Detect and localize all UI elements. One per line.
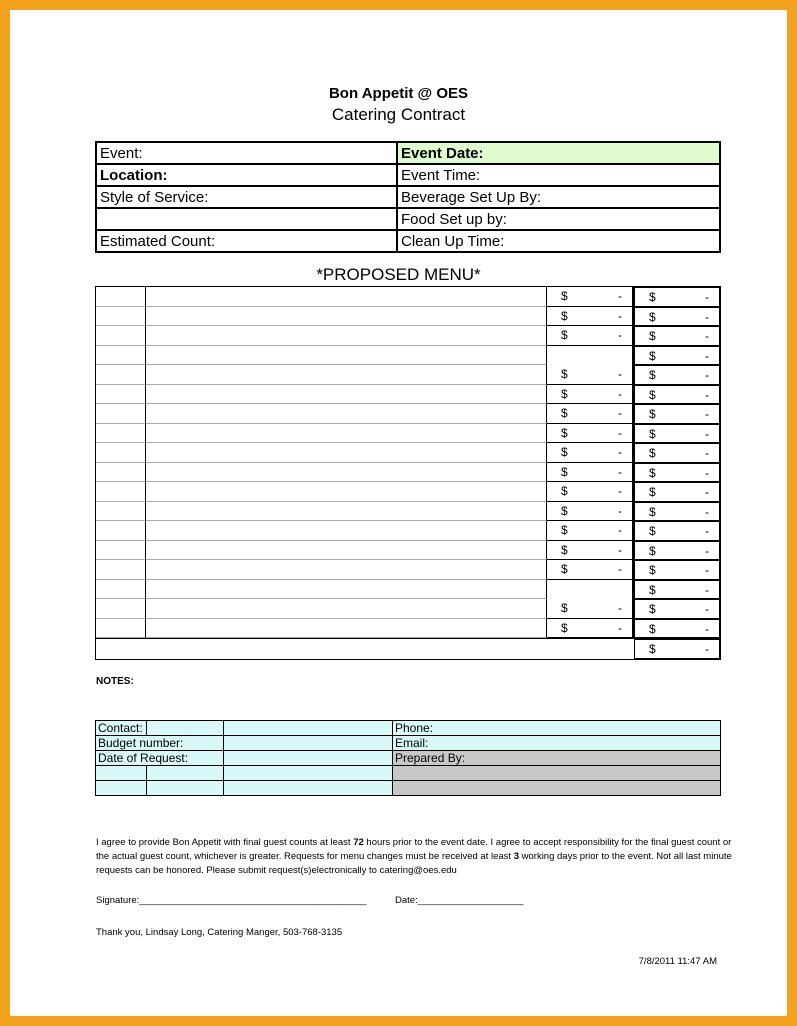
signature-line[interactable]: Signature:___________________________________________	[96, 895, 367, 906]
menu-price-cell[interactable]	[547, 365, 634, 385]
menu-qty-cell[interactable]	[96, 424, 146, 444]
currency-symbol: $	[561, 620, 568, 635]
price-value: -	[618, 464, 622, 479]
menu-total-cell[interactable]	[634, 502, 720, 522]
extra-cell[interactable]	[96, 766, 147, 781]
total-value: -	[705, 290, 709, 304]
currency-symbol: $	[561, 445, 568, 459]
menu-total-cell[interactable]	[634, 580, 720, 600]
style-of-service-field[interactable]: Style of Service:	[96, 186, 397, 208]
menu-item-cell[interactable]	[146, 463, 547, 483]
contact-table	[95, 720, 721, 796]
extra-gray-cell[interactable]	[393, 781, 721, 796]
menu-item-cell[interactable]	[146, 365, 547, 385]
menu-qty-cell[interactable]	[96, 385, 146, 405]
price-value: -	[618, 562, 622, 576]
menu-row	[96, 287, 720, 307]
contract-page	[10, 10, 787, 1016]
notes-label: NOTES:	[96, 676, 134, 687]
menu-item-cell[interactable]	[146, 385, 547, 405]
total-value: -	[705, 387, 709, 402]
menu-qty-cell[interactable]	[96, 580, 146, 600]
email-field[interactable]: Email:	[393, 736, 721, 751]
total-value: -	[705, 642, 709, 656]
menu-qty-cell[interactable]	[96, 463, 146, 483]
currency-symbol: $	[649, 387, 656, 402]
event-field[interactable]: Event:	[96, 142, 397, 164]
menu-total-cell[interactable]	[634, 599, 720, 619]
menu-qty-cell[interactable]	[96, 560, 146, 580]
budget-number-label: Budget number:	[96, 736, 224, 751]
currency-symbol: $	[649, 563, 656, 577]
currency-symbol: $	[561, 328, 568, 342]
menu-price-cell[interactable]	[547, 385, 634, 405]
event-info-table	[95, 141, 721, 253]
menu-item-cell[interactable]	[146, 326, 547, 346]
menu-price-cell[interactable]	[547, 404, 634, 424]
total-value: -	[705, 309, 709, 324]
grand-total-cell[interactable]	[634, 639, 720, 659]
extra-cell[interactable]	[147, 781, 224, 796]
menu-item-cell[interactable]	[146, 521, 547, 541]
price-value: -	[618, 386, 622, 401]
price-value: -	[618, 425, 622, 440]
menu-row	[96, 560, 720, 580]
menu-row	[96, 424, 720, 444]
menu-row	[96, 482, 720, 502]
currency-symbol: $	[561, 386, 568, 401]
date-line[interactable]: Date:____________________	[395, 895, 524, 906]
menu-price-cell[interactable]	[547, 463, 634, 483]
currency-symbol: $	[649, 524, 656, 538]
currency-symbol: $	[649, 621, 656, 636]
menu-price-cell[interactable]	[547, 599, 634, 619]
currency-symbol: $	[649, 368, 656, 382]
currency-symbol: $	[561, 367, 568, 381]
menu-item-cell[interactable]	[146, 482, 547, 502]
menu-total-cell[interactable]	[634, 404, 720, 424]
currency-symbol: $	[649, 348, 656, 363]
food-setup-field[interactable]: Food Set up by:	[397, 208, 720, 230]
menu-total-row	[96, 638, 720, 659]
price-value: -	[618, 601, 622, 615]
currency-symbol: $	[561, 289, 568, 303]
beverage-setup-field[interactable]: Beverage Set Up By:	[397, 186, 720, 208]
document-title: Catering Contract	[331, 105, 466, 124]
currency-symbol: $	[561, 464, 568, 479]
menu-item-cell[interactable]	[146, 404, 547, 424]
contact-input-1[interactable]	[147, 721, 224, 736]
menu-total-cell[interactable]	[634, 346, 720, 366]
menu-qty-cell[interactable]	[96, 287, 146, 307]
event-time-field[interactable]: Event Time:	[397, 164, 720, 186]
menu-qty-cell[interactable]	[96, 599, 146, 619]
total-value: -	[705, 543, 709, 558]
menu-price-cell[interactable]	[547, 502, 634, 522]
menu-total-cell[interactable]	[634, 307, 720, 327]
currency-symbol: $	[561, 503, 568, 518]
menu-total-cell[interactable]	[634, 619, 720, 639]
extra-cell[interactable]	[224, 781, 393, 796]
total-value: -	[705, 407, 709, 421]
menu-price-cell[interactable]	[547, 580, 634, 600]
currency-symbol: $	[649, 582, 656, 597]
currency-symbol: $	[649, 543, 656, 558]
menu-qty-cell[interactable]	[96, 404, 146, 424]
menu-row	[96, 307, 720, 327]
menu-price-cell[interactable]	[547, 346, 634, 366]
event-date-field[interactable]: Event Date:	[397, 142, 720, 164]
menu-item-cell[interactable]	[146, 619, 547, 639]
budget-number-input[interactable]	[224, 736, 393, 751]
menu-row	[96, 463, 720, 483]
currency-symbol: $	[649, 329, 656, 343]
menu-row	[96, 521, 720, 541]
days-value: 3	[513, 851, 519, 862]
menu-price-cell[interactable]	[547, 560, 634, 580]
menu-item-cell[interactable]	[146, 580, 547, 600]
price-value: -	[618, 503, 622, 518]
agreement-text	[96, 836, 736, 878]
menu-qty-cell[interactable]	[96, 307, 146, 327]
date-of-request-input[interactable]	[224, 751, 393, 766]
menu-total-cell[interactable]	[634, 541, 720, 561]
menu-price-cell[interactable]	[547, 287, 634, 307]
menu-qty-cell[interactable]	[96, 502, 146, 522]
currency-symbol: $	[649, 309, 656, 324]
menu-qty-cell[interactable]	[96, 326, 146, 346]
contact-label: Contact:	[96, 721, 147, 736]
phone-field[interactable]: Phone:	[393, 721, 721, 736]
currency-symbol: $	[561, 308, 568, 323]
thanks-line: Thank you, Lindsay Long, Catering Manger, 503-768-3135	[96, 927, 343, 938]
menu-price-cell[interactable]	[547, 541, 634, 561]
extra-cell[interactable]	[224, 766, 393, 781]
location-field[interactable]: Location:	[96, 164, 397, 186]
currency-symbol: $	[561, 542, 568, 557]
menu-price-cell[interactable]	[547, 326, 634, 346]
menu-row	[96, 326, 720, 346]
menu-row	[96, 541, 720, 561]
currency-symbol: $	[649, 407, 656, 421]
extra-cell[interactable]	[147, 766, 224, 781]
estimated-count-field[interactable]: Estimated Count:	[96, 230, 397, 252]
currency-symbol: $	[649, 446, 656, 460]
menu-row	[96, 365, 720, 385]
menu-row	[96, 619, 720, 639]
price-value: -	[618, 308, 622, 323]
price-value: -	[618, 289, 622, 303]
menu-item-cell[interactable]	[146, 424, 547, 444]
menu-qty-cell[interactable]	[96, 482, 146, 502]
extra-gray-cell[interactable]	[393, 766, 721, 781]
total-value: -	[705, 602, 709, 616]
menu-total-cell[interactable]	[634, 365, 720, 385]
menu-total-cell[interactable]	[634, 385, 720, 405]
menu-title: *PROPOSED MENU*	[316, 265, 481, 284]
extra-cell[interactable]	[96, 781, 147, 796]
menu-total-cell[interactable]	[634, 443, 720, 463]
menu-total-cell[interactable]	[634, 521, 720, 541]
currency-symbol: $	[561, 562, 568, 576]
menu-total-cell[interactable]	[634, 463, 720, 483]
currency-symbol: $	[649, 642, 656, 656]
menu-item-cell[interactable]	[146, 307, 547, 327]
currency-symbol: $	[649, 290, 656, 304]
price-value: -	[618, 367, 622, 381]
total-value: -	[705, 426, 709, 441]
total-value: -	[705, 485, 709, 499]
agreement-part: hours prior to the event date. I agree to accept responsibility for the final guest count or the actual guest count, whichever is greater. Requests for menu changes must be received at least	[96, 837, 732, 862]
currency-symbol: $	[649, 465, 656, 480]
agreement-part: working days prior to the event. Not all last minute requests can be honored. Please submit request(s)electronically to catering@oes.edu	[96, 851, 732, 876]
total-value: -	[705, 446, 709, 460]
menu-price-cell[interactable]	[547, 307, 634, 327]
menu-price-cell[interactable]	[547, 619, 634, 639]
menu-qty-cell[interactable]	[96, 365, 146, 385]
menu-table	[95, 286, 721, 660]
total-value: -	[705, 524, 709, 538]
price-value: -	[618, 523, 622, 537]
total-value: -	[705, 465, 709, 480]
currency-symbol: $	[649, 504, 656, 519]
menu-row	[96, 346, 720, 366]
total-value: -	[705, 582, 709, 597]
menu-qty-cell[interactable]	[96, 619, 146, 639]
total-value: -	[705, 504, 709, 519]
menu-item-cell[interactable]	[146, 443, 547, 463]
menu-qty-cell[interactable]	[96, 521, 146, 541]
total-value: -	[705, 368, 709, 382]
menu-total-cell[interactable]	[634, 482, 720, 502]
menu-price-cell[interactable]	[547, 521, 634, 541]
currency-symbol: $	[649, 426, 656, 441]
price-value: -	[618, 620, 622, 635]
price-value: -	[618, 484, 622, 498]
menu-total-cell[interactable]	[634, 424, 720, 444]
currency-symbol: $	[561, 601, 568, 615]
agreement-part: I agree to provide Bon Appetit with final guest counts at least	[96, 837, 354, 848]
total-value: -	[705, 563, 709, 577]
currency-symbol: $	[561, 425, 568, 440]
menu-item-cell[interactable]	[146, 560, 547, 580]
menu-row	[96, 443, 720, 463]
menu-item-cell[interactable]	[146, 502, 547, 522]
menu-row	[96, 385, 720, 405]
menu-item-cell[interactable]	[146, 287, 547, 307]
menu-price-cell[interactable]	[547, 424, 634, 444]
hours-value: 72	[353, 837, 364, 848]
price-value: -	[618, 542, 622, 557]
menu-qty-cell[interactable]	[96, 346, 146, 366]
total-value: -	[705, 329, 709, 343]
menu-item-cell[interactable]	[146, 346, 547, 366]
menu-row	[96, 599, 720, 619]
prepared-by-field[interactable]: Prepared By:	[393, 751, 721, 766]
date-of-request-label: Date of Request:	[96, 751, 224, 766]
menu-qty-cell[interactable]	[96, 541, 146, 561]
blank-field[interactable]	[96, 208, 397, 230]
menu-total-cell[interactable]	[634, 287, 720, 307]
menu-row	[96, 580, 720, 600]
currency-symbol: $	[561, 406, 568, 420]
timestamp: 7/8/2011 11:47 AM	[638, 956, 717, 967]
menu-row	[96, 404, 720, 424]
menu-item-cell[interactable]	[146, 599, 547, 619]
currency-symbol: $	[649, 485, 656, 499]
price-value: -	[618, 445, 622, 459]
menu-row	[96, 502, 720, 522]
currency-symbol: $	[561, 484, 568, 498]
menu-price-cell[interactable]	[547, 482, 634, 502]
contact-input-2[interactable]	[224, 721, 393, 736]
currency-symbol: $	[561, 523, 568, 537]
total-value: -	[705, 348, 709, 363]
currency-symbol: $	[649, 602, 656, 616]
company-title: Bon Appetit @ OES	[328, 85, 469, 102]
price-value: -	[618, 328, 622, 342]
menu-total-cell[interactable]	[634, 326, 720, 346]
menu-qty-cell[interactable]	[96, 443, 146, 463]
price-value: -	[618, 406, 622, 420]
menu-price-cell[interactable]	[547, 443, 634, 463]
total-value: -	[705, 621, 709, 636]
menu-item-cell[interactable]	[146, 541, 547, 561]
cleanup-time-field[interactable]: Clean Up Time:	[397, 230, 720, 252]
menu-total-cell[interactable]	[634, 560, 720, 580]
